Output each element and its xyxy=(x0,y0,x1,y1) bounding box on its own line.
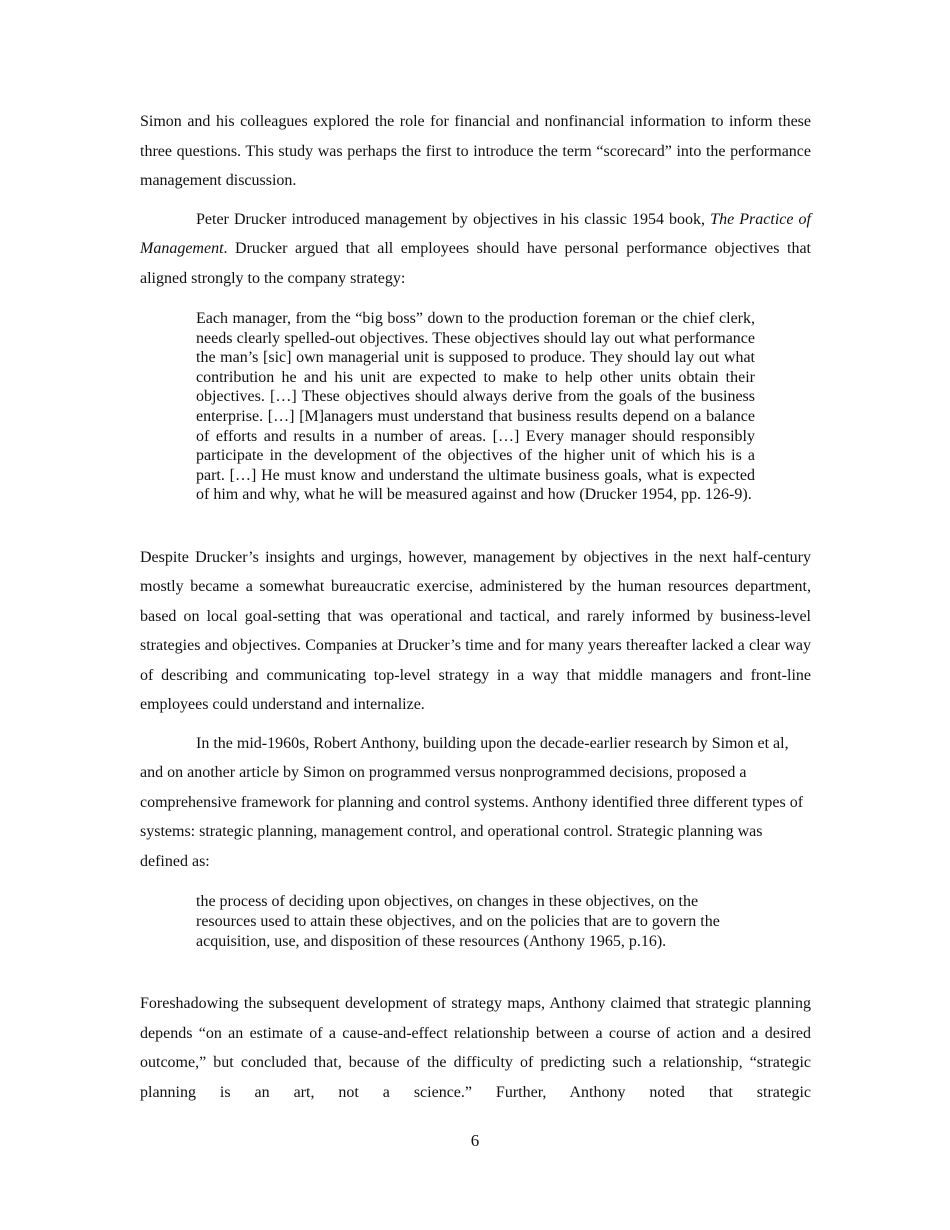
paragraph-simon-scorecard: Simon and his colleagues explored the role for financial and nonfinancial information to inform these three questions. This study was perhaps the first to introduce the term “scorecard” into the performance management discussion. xyxy=(140,113,811,189)
paragraph-drucker-intro-start: Peter Drucker introduced management by objectives in his classic 1954 book, xyxy=(196,210,711,228)
paragraph-anthony-framework: In the mid-1960s, Robert Anthony, building upon the decade-earlier research by Simon et al, and on another article by Simon on programmed versus nonprogrammed decisions, proposed a comprehensive framework for planning and control systems. Anthony identified three different types of systems: strategic planning, management control, and operational control. Strategic planning was defined as: xyxy=(140,734,804,870)
block-quote-drucker: Each manager, from the “big boss” down to the production foreman or the chief clerk, needs clearly spelled-out objectives. These objectives should lay out what performance the man’s [sic] own managerial unit is supposed to produce. They should lay out what contribution he and his unit are expected to make to help other units obtain their objectives. […] These objectives should always derive from the goals of the business enterprise. […] [M]anagers must understand that business results depend on a balance of efforts and results in a number of areas. […] Every manager should responsibly participate in the development of the objectives of the higher unit of which his is a part. […] He must know and understand the ultimate business goals, what is expected of him and why, what he will be measured against and how (Drucker 1954, pp. 126-9). xyxy=(196,310,755,504)
paragraph-drucker-intro-end: . Drucker argued that all employees should have personal performance objectives that aligned strongly to the company strategy: xyxy=(140,240,811,287)
paragraph-strategy-maps: Foreshadowing the subsequent development of strategy maps, Anthony claimed that strategic planning depends “on an estimate of a cause-and-effect relationship between a course of action and a desired outcome,” but concluded that, because of the difficulty of predicting such a relationship, “strategic planning is an art, not a science.” Further, Anthony noted that strategic xyxy=(140,995,811,1101)
page-number: 6 xyxy=(470,1131,480,1150)
paragraph-drucker-intro xyxy=(140,205,811,294)
block-quote-anthony: the process of deciding upon objectives, on changes in these objectives, on the resources used to attain these objectives, and on the policies that are to govern the acquisition, use, and disposition of these resources (Anthony 1965, p.16). xyxy=(196,893,720,950)
page-body xyxy=(140,107,811,1107)
book-title: The Practice of Management xyxy=(140,210,812,257)
paragraph-mbo-bureaucratic: Despite Drucker’s insights and urgings, however, management by objectives in the next half-century mostly became a somewhat bureaucratic exercise, administered by the human resources department, based on local goal-setting that was operational and tactical, and rarely informed by business-level strategies and objectives. Companies at Drucker’s time and for many years thereafter lacked a clear way of describing and communicating top-level strategy in a way that middle managers and front-line employees could understand and internalize. xyxy=(140,548,811,714)
